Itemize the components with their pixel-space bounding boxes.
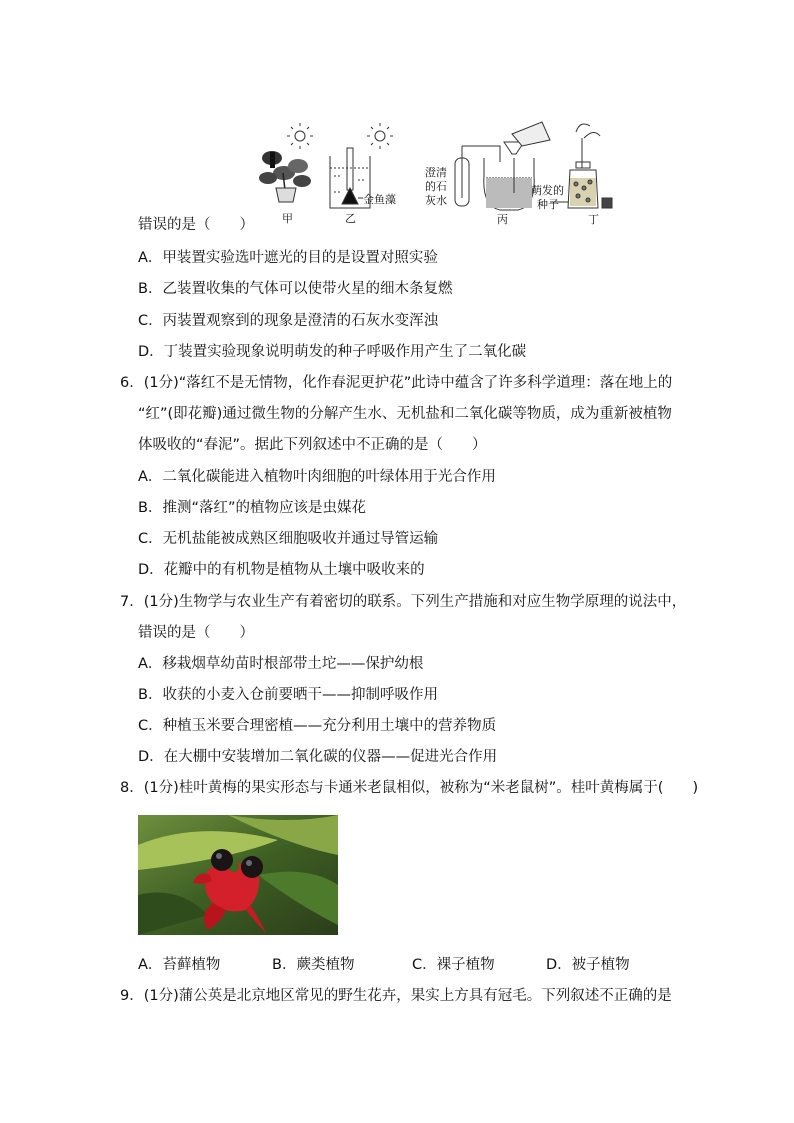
q6-option-c: C．无机盐能被成熟区细胞吸收并通过导管运输 — [138, 531, 439, 547]
seed-jar-icon — [568, 124, 612, 208]
figure-label-ding: 丁 — [588, 213, 599, 226]
sun-icon — [287, 123, 313, 149]
q7-stem-line-1: 7．(1分)生物学与农业生产有着密切的联系。下列生产措施和对应生物学原理的说法中， — [120, 594, 687, 610]
q7-option-b: B．收获的小麦入仓前要晒干——抑制呼吸作用 — [138, 687, 438, 703]
mickey-mouse-plant-photo — [138, 815, 338, 935]
q7-option-c: C．种植玉米要合理密植——充分利用土壤中的营养物质 — [138, 718, 497, 734]
sun-icon — [367, 123, 393, 149]
figure-label-pondweed: 金鱼藻 — [363, 193, 396, 206]
q8-option-d: D．被子植物 — [546, 957, 630, 973]
figure-label-limewater-1: 澄清 — [425, 166, 447, 179]
figure-label-seeds-2: 种子 — [537, 198, 559, 211]
q6-stem-line-2: “红”(即花瓣)通过微生物的分解产生水、无机盐和二氧化碳等物质，成为重新被植物 — [138, 406, 672, 422]
q6-stem-line-1: 6．(1分)“落红不是无情物，化作春泥更护花”此诗中蕴含了许多科学道理：落在地上的 — [120, 375, 673, 391]
q7-stem-line-2: 错误的是（ ） — [138, 625, 254, 641]
q5-stem-tail: 错误的是（ ） — [138, 217, 254, 233]
q8-option-c: C．裸子植物 — [412, 957, 495, 973]
figure-label-jia: 甲 — [282, 212, 293, 225]
q8-option-a: A．苔藓植物 — [138, 957, 221, 973]
q8-option-b: B．蕨类植物 — [272, 957, 355, 973]
q5-option-c: C．丙装置观察到的现象是澄清的石灰水变浑浊 — [138, 313, 439, 329]
q5-option-a: A．甲装置实验选叶遮光的目的是设置对照实验 — [138, 250, 438, 266]
q6-option-a: A．二氧化碳能进入植物叶肉细胞的叶绿体用于光合作用 — [138, 469, 496, 485]
q6-stem-line-3: 体吸收的“春泥”。据此下列叙述中不正确的是（ ） — [138, 437, 487, 453]
figure-label-seeds-1: 萌发的 — [531, 184, 564, 197]
figure-label-yi: 乙 — [345, 212, 356, 225]
q7-option-a: A．移栽烟草幼苗时根部带土坨——保护幼根 — [138, 656, 424, 672]
q7-option-d: D．在大棚中安装增加二氧化碳的仪器——促进光合作用 — [138, 749, 498, 765]
q6-option-d: D．花瓣中的有机物是植物从土壤中吸收来的 — [138, 562, 425, 578]
potted-plant-icon — [259, 151, 311, 202]
q5-option-d: D．丁装置实验现象说明萌发的种子呼吸作用产生了二氧化碳 — [138, 344, 527, 360]
figure-label-bing: 丙 — [497, 213, 508, 226]
q8-stem: 8．(1分)桂叶黄梅的果实形态与卡通米老鼠相似，被称为“米老鼠树”。桂叶黄梅属于( ) — [120, 780, 699, 796]
q5-option-b: B．乙装置收集的气体可以使带火星的细木条复燃 — [138, 281, 453, 297]
figure-label-limewater-2: 的石 — [425, 180, 447, 193]
figure-label-limewater-3: 灰水 — [425, 194, 447, 207]
q6-option-b: B．推测“落红”的植物应该是虫媒花 — [138, 500, 366, 516]
q9-stem: 9．(1分)蒲公英是北京地区常见的野生花卉，果实上方具有冠毛。下列叙述不正确的是 — [120, 988, 672, 1004]
